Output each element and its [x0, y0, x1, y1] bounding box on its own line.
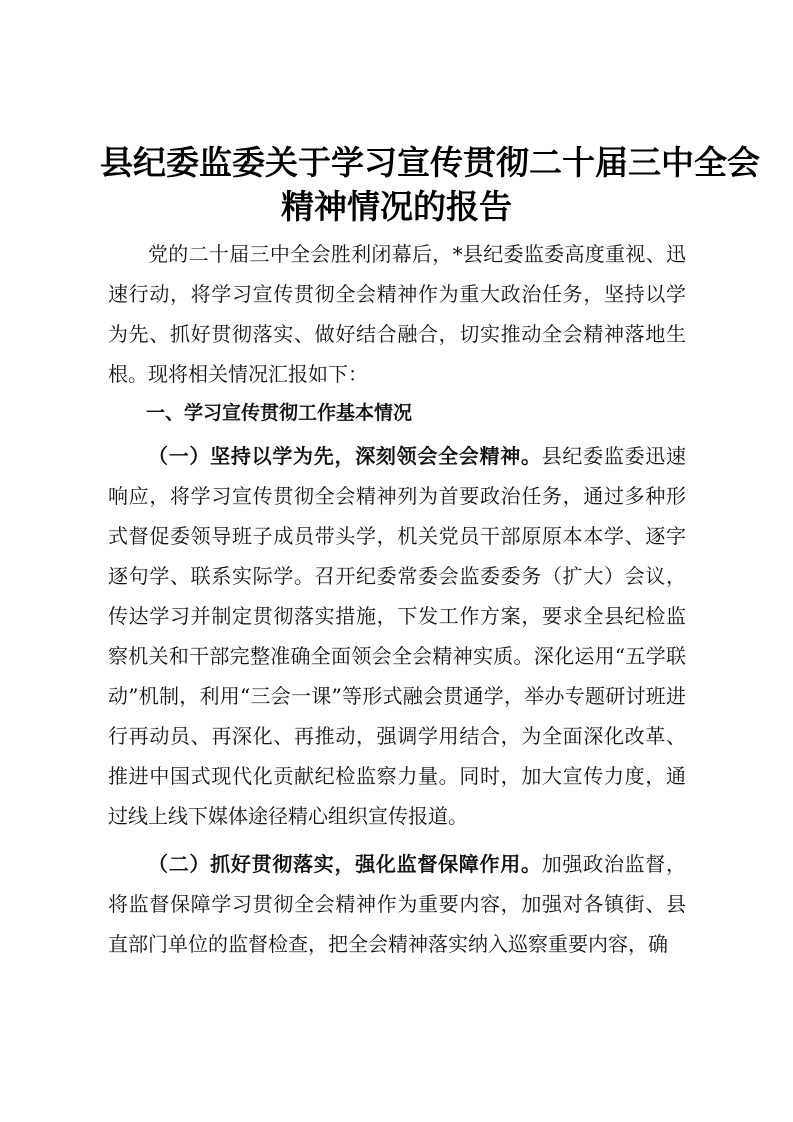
- section-heading-1: 一、学习宣传贯彻工作基本情况: [146, 402, 413, 424]
- subsection-paragraph-2: [108, 844, 686, 964]
- subsection-text-1: 县纪委监委迅速响应，将学习宣传贯彻全会精神列为首要政治任务，通过多种形式督促委领导班子成员带头学，机关党员干部原原本本学、逐字逐句学、联系实际学。召开纪委常委会监委委务（扩大）会议，传达学习并制定贯彻落实措施，下发工作方案，要求全县纪检监察机关和干部完整准确全面领会全会精神实质。深化运用“五学联动”机制，利用“三会一课”等形式融会贯通学，举办专题研讨班进行再动员、再深化、再推动，强调学用结合，为全面深化改革、推进中国式现代化贡献纪检监察力量。同时，加大宣传力度，通过线上线下媒体途径精心组织宣传报道。: [108, 444, 687, 828]
- intro-paragraph: 党的二十届三中全会胜利闭幕后，*县纪委监委高度重视、迅速行动，将学习宣传贯彻全会精神作为重大政治任务，坚持以学为先、抓好贯彻落实、做好结合融合，切实推动全会精神落地生根。现将相关情况汇报如下：: [108, 242, 686, 386]
- subsection-lead-2: （二）抓好贯彻落实，强化监督保障作用。: [148, 852, 542, 876]
- subsection-lead-1: （一）坚持以学为先，深刻领会全会精神。: [148, 444, 542, 468]
- subsection-text-2: 加强政治监督，将监督保障学习贯彻全会精神作为重要内容，加强对各镇街、县直部门单位的监督检查，把全会精神落实纳入巡察重要内容，确: [108, 852, 687, 956]
- document-title-line-2: 精神情况的报告: [281, 187, 512, 226]
- document-body: [108, 234, 686, 964]
- document-title-line-1: 县纪委监委关于学习宣传贯彻二十届三中全会: [100, 143, 760, 182]
- subsection-paragraph-1: [108, 436, 686, 836]
